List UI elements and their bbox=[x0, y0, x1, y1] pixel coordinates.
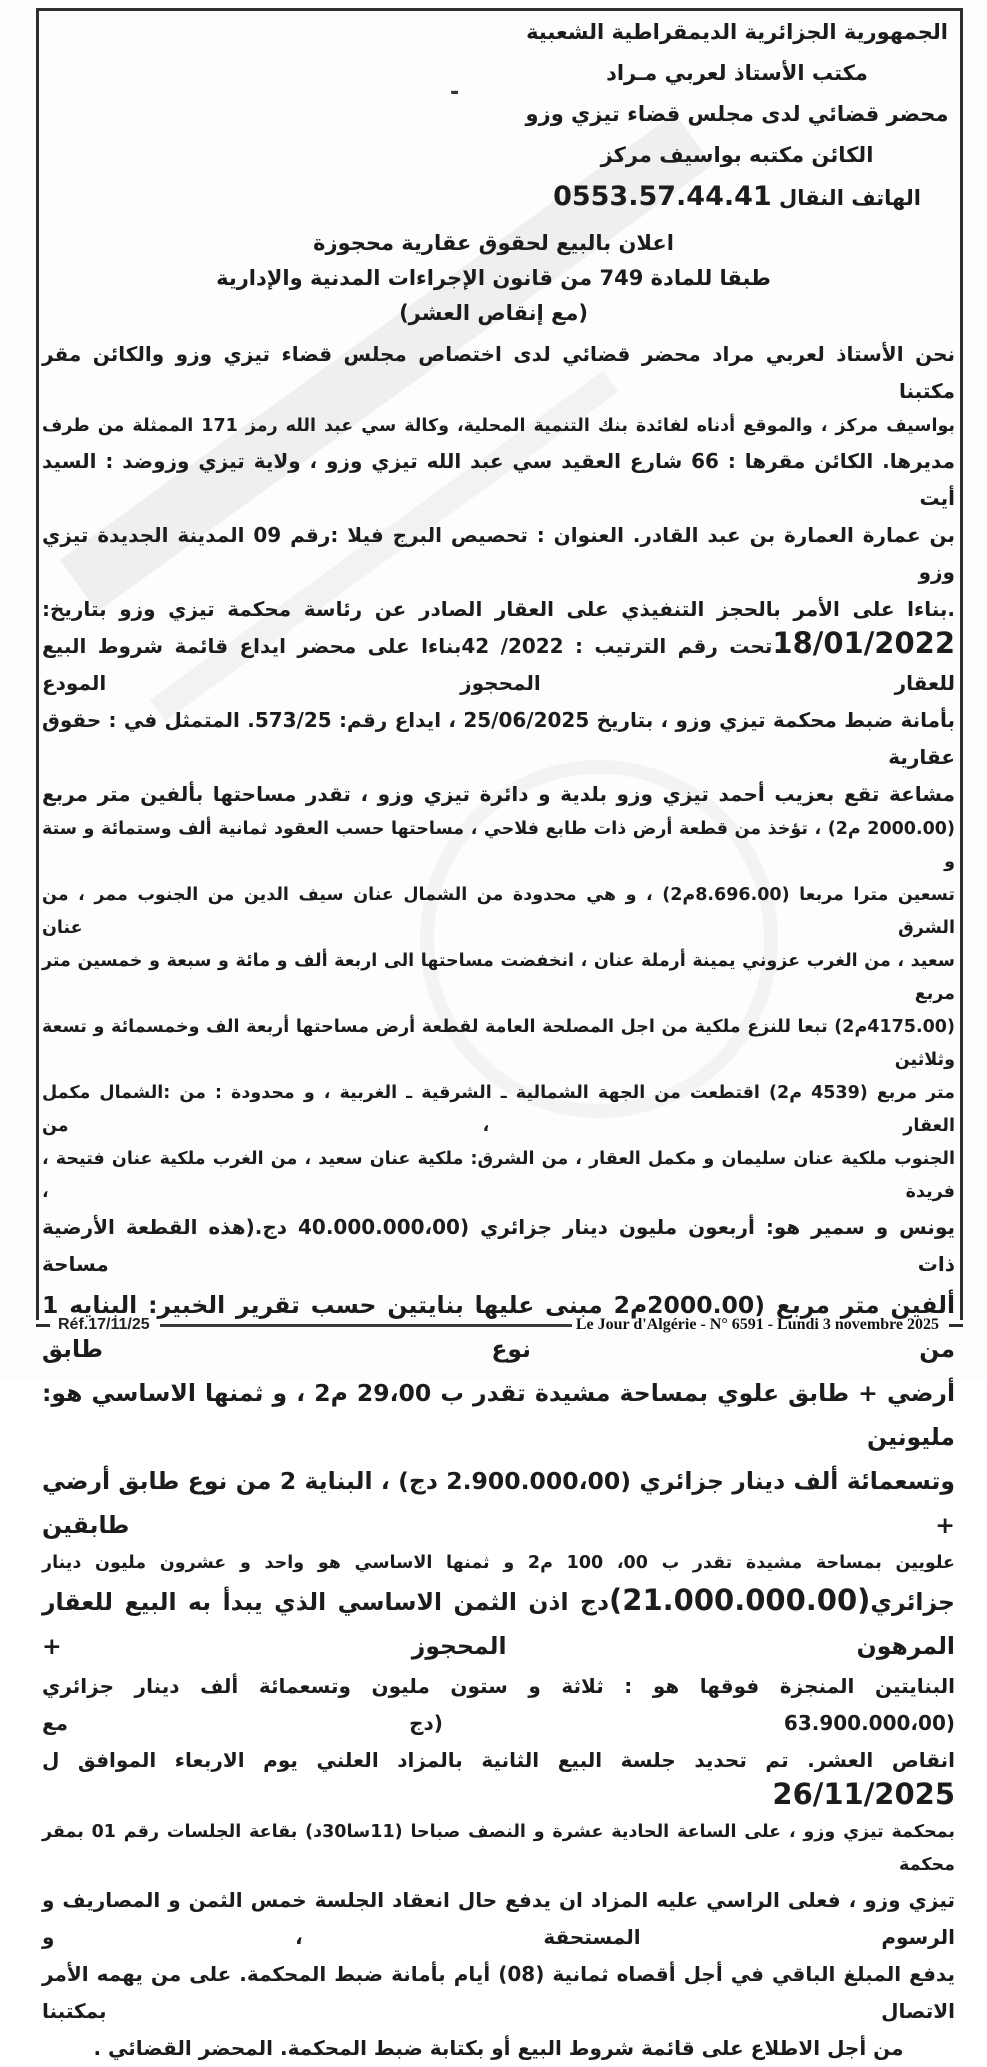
body-line bbox=[42, 1580, 955, 1668]
body-line: (2000.00 م2) ، تؤخذ من قطعة أرض ذات طابع فلاحي ، مساحتها حسب العقود ثمانية ألف وستمائة و ستة و bbox=[42, 819, 955, 872]
phone-line bbox=[517, 176, 957, 219]
header-line: محضر قضائي لدى مجلس قضاء تيزي وزو bbox=[525, 102, 949, 126]
body-line: أرضي + طابق علوي بمساحة مشيدة تقدر ب 29،00 م2 ، و ثمنها الاساسي هو: مليونين bbox=[42, 1379, 956, 1451]
header-line: الجمهورية الجزائرية الديمقراطية الشعبية bbox=[526, 20, 948, 44]
body-text-segment: انقاص العشر. تم تحديد جلسة البيع الثانية بالمزاد العلني يوم الاربعاء الموافق ل bbox=[42, 1748, 955, 1772]
footer-rule bbox=[160, 1324, 572, 1327]
body-line: بأمانة ضبط محكمة تيزي وزو ، بتاريخ 25/06/2025 ، ايداع رقم: 573/25. المتمثل في : حقوق عقارية bbox=[42, 708, 955, 769]
body-line: تسعين مترا مربعا (8.696.00م2) ، و هي محدودة من الشمال عنان سيف الدين من الجنوب ممر ، من الشرق عنان bbox=[42, 885, 955, 938]
header-block bbox=[517, 12, 957, 219]
body-line: يدفع المبلغ الباقي في أجل أقصاه ثمانية (08) أيام بأمانة ضبط المحكمة. على من يهمه الأمر الاتصال بمكتبنا bbox=[42, 1962, 955, 2023]
body-line: نحن الأستاذ لعربي مراد محضر قضائي لدى اختصاص مجلس قضاء تيزي وزو والكائن مقر مكتبنا bbox=[42, 342, 955, 403]
footer bbox=[36, 1312, 963, 1338]
emphasized-value: 26/11/2025 bbox=[772, 1777, 955, 1811]
footer-journal-name: Le Jour d'Algérie - N° 6591 - Lundi 3 novembre 2025 bbox=[575, 1316, 939, 1333]
body-line: مديرها. الكائن مقرها : 66 شارع العقيد سي عبد الله تيزي وزو ، ولاية تيزي وزوضد : السيد أيت bbox=[42, 449, 955, 510]
frame-corner-stub-right bbox=[949, 1324, 963, 1327]
emphasized-value: 18/01/2022 bbox=[772, 626, 955, 660]
footer-reference: Réf.17/11/25 bbox=[58, 1316, 150, 1333]
body-line: يونس و سمير هو: أربعون مليون دينار جزائري (40.000.000،00 دج.(هذه القطعة الأرضية ذات مساحة bbox=[42, 1215, 955, 1276]
body-line: الجنوب ملكية عنان سليمان و مكمل العقار ، من الشرق: ملكية عنان سعيد ، من الغرب ملكية عنان فتيحة ، فريدة ، bbox=[42, 1149, 955, 1202]
body-line: سعيد ، من الغرب عزوني يمينة أرملة عنان ، انخفضت مساحتها الى اربعة ألف و مائة و سبعة و خمسين متر مربع bbox=[42, 951, 955, 1004]
body-line: متر مربع (4539 م2) اقتطعت من الجهة الشمالية ـ الشرقية ـ الغربية ، و محدودة : من :الشمال مكمل العقار ، من bbox=[42, 1083, 956, 1136]
title-line: (مع إنقاص العشر) bbox=[399, 301, 588, 325]
body-line: وتسعمائة ألف دينار جزائري (2.900.000،00 دج) ، البناية 2 من نوع طابق أرضي + طابقين bbox=[42, 1467, 955, 1539]
body-line: بواسيف مركز ، والموقع أدناه لفائدة بنك التنمية المحلية، وكالة سي عبد الله رمز 171 الممثلة من طرف bbox=[42, 416, 955, 436]
header-line: الكائن مكتبه بواسيف مركز bbox=[600, 143, 874, 167]
stray-dash-mark: - bbox=[450, 80, 460, 105]
body-line bbox=[42, 628, 955, 702]
body-line: من أجل الاطلاع على قائمة شروط البيع أو بكتابة ضبط المحكمة. المحضر القضائي . bbox=[93, 2036, 904, 2060]
title-line: اعلان بالبيع لحقوق عقارية محجوزة bbox=[313, 231, 674, 255]
body-line: ألفين متر مربع (2000.00م2 مبنى عليها بنايتين حسب تقرير الخبير: البنايه 1 من نوع طابق bbox=[42, 1291, 956, 1363]
emphasized-value: (21.000.000.00) bbox=[609, 1583, 871, 1617]
body-text-segment: جزائري bbox=[870, 1588, 955, 1616]
body-line: .بناءا على الأمر بالحجز التنفيذي على العقار الصادر عن رئاسة محكمة تيزي وزو بتاريخ: bbox=[42, 597, 955, 621]
body-line bbox=[42, 1742, 955, 1816]
body-line: بن عمارة العمارة بن عبد القادر. العنوان : تحصيص البرج فيلا :رقم 09 المدينة الجديدة تيزي وزو bbox=[42, 523, 955, 584]
body-line: مشاعة تقع بعزيب أحمد تيزي وزو بلدية و دائرة تيزي وزو ، تقدر مساحتها بألفين متر مربع bbox=[42, 782, 955, 806]
body-text-block bbox=[42, 336, 955, 2067]
body-line: البنايتين المنجزة فوقها هو : ثلاثة و ستون مليون وتسعمائة ألف دينار جزائري (63.900.000،00 (دج مع bbox=[42, 1674, 955, 1735]
title-line: طبقا للمادة 749 من قانون الإجراءات المدنية والإدارية bbox=[216, 266, 771, 290]
body-line: بمحكمة تيزي وزو ، على الساعة الحادية عشرة و النصف صباحا (11سا30د) بقاعة الجلسات رقم 01 بمقر محكمة bbox=[42, 1822, 955, 1875]
body-text-segment: تحت رقم الترتيب : 2022/ 42بناءا على محضر ايداع قائمة شروط البيع للعقار المحجوز المودع bbox=[42, 634, 955, 695]
body-text-segment: دج اذن الثمن الاساسي الذي يبدأ به البيع للعقار المرهون المحجوز + bbox=[42, 1588, 955, 1660]
body-line: تيزي وزو ، فعلى الراسي عليه المزاد ان يدفع حال انعقاد الجلسة خمس الثمن و المصاريف و الرسوم المستحقة ، و bbox=[42, 1888, 955, 1949]
phone-label: الهاتف النقال bbox=[771, 186, 921, 210]
body-line: (4175.00م2) تبعا للنزع ملكية من اجل المصلحة العامة لقطعة أرض مساحتها أربعة الف وخمسمائة و تسعة وثلاثين bbox=[42, 1017, 955, 1070]
body-line: علويين بمساحة مشيدة تقدر ب 00، 100 م2 و ثمنها الاساسي هو واحد و عشرون مليون دينار bbox=[42, 1553, 956, 1573]
title-block bbox=[60, 226, 927, 331]
header-line: مكتب الأستاذ لعربي مـراد bbox=[606, 61, 868, 85]
phone-number: 0553.57.44.41 bbox=[553, 181, 772, 212]
frame-corner-stub-left bbox=[36, 1324, 50, 1327]
